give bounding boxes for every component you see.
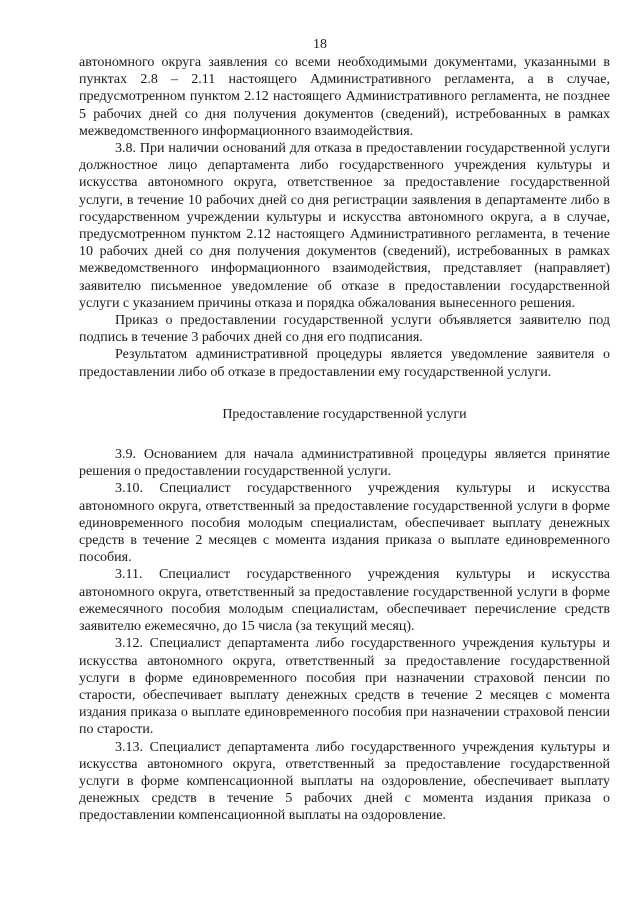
page-number: 18 [313, 37, 327, 52]
section-heading: Предоставление государственной услуги [222, 406, 467, 422]
paragraph-3-12: 3.12. Специалист департамента либо государственного учреждения культуры и искусства автономного округа, ответственный за предоставление государственной услуги в форме единовременного пособия при назначении страховой пенсии по старости, обеспечивает выплату денежных средств в течение 2 месяцев с момента издания приказа о выплате единовременного пособия при назначении страховой пенсии по старости. [79, 636, 610, 738]
paragraph-3-10: 3.10. Специалист государственного учреждения культуры и искусства автономного округа, ответственный за предоставление государственной услуги в форме единовременного пособия молодым специалистам, обеспечивает выплату денежных средств в течение 2 месяцев с момента издания приказа о выплате единовременного пособия. [79, 481, 610, 566]
paragraph-3-11: 3.11. Специалист государственного учреждения культуры и искусства автономного округа, ответственный за предоставление государственной услуги в форме ежемесячного пособия молодым специалистам, обеспечивает перечисление средств заявителю ежемесячно, до 15 числа (за текущий месяц). [79, 567, 610, 635]
paragraph-continuation: автономного округа заявления со всеми необходимыми документами, указанными в пунктах 2.8 – 2.11 настоящего Административного регламента, а в случае, предусмотренном пунктом 2.12 настоящего Административного регламента, не позднее 5 рабочих дней со дня получения документов (сведений), истребованных в рамках межведомственного информационного взаимодействия. [79, 55, 610, 139]
paragraph-3-13: 3.13. Специалист департамента либо государственного учреждения культуры и искусства автономного округа, ответственный за предоставление государственной услуги в форме компенсационной выплаты на оздоровление, обеспечивает выплату денежных средств в течение 5 рабочих дней с момента издания приказа о предоставлении компенсационной выплаты на оздоровление. [79, 739, 610, 824]
paragraph-procedure-result: Результатом административной процедуры является уведомление заявителя о предоставлении либо об отказе в предоставлении ему государственной услуги. [79, 347, 610, 380]
paragraph-3-8: 3.8. При наличии оснований для отказа в предоставлении государственной услуги должностное лицо департамента либо государственного учреждения культуры и искусства автономного округа, ответственное за предоставление государственной услуги, в течение 10 рабочих дней со дня регистрации заявления в департаменте либо в государственном учреждении культуры и искусства автономного округа, а в случае, предусмотренном пунктом 2.12 настоящего Административного регламента, в течение 10 рабочих дней со дня получения документов (сведений), истребованных в рамках межведомственного информационного взаимодействия, представляет (направляет) заявителю письменное уведомление об отказе в предоставлении государственной услуги с указанием причины отказа и порядка обжалования вынесенного решения. [79, 141, 610, 311]
paragraph-3-9: 3.9. Основанием для начала административной процедуры является принятие решения о предоставлении государственной услуги. [79, 447, 610, 480]
document-body [79, 54, 610, 825]
paragraph-order-announcement: Приказ о предоставлении государственной услуги объявляется заявителю под подпись в течение 3 рабочих дней со дня его подписания. [79, 313, 610, 346]
